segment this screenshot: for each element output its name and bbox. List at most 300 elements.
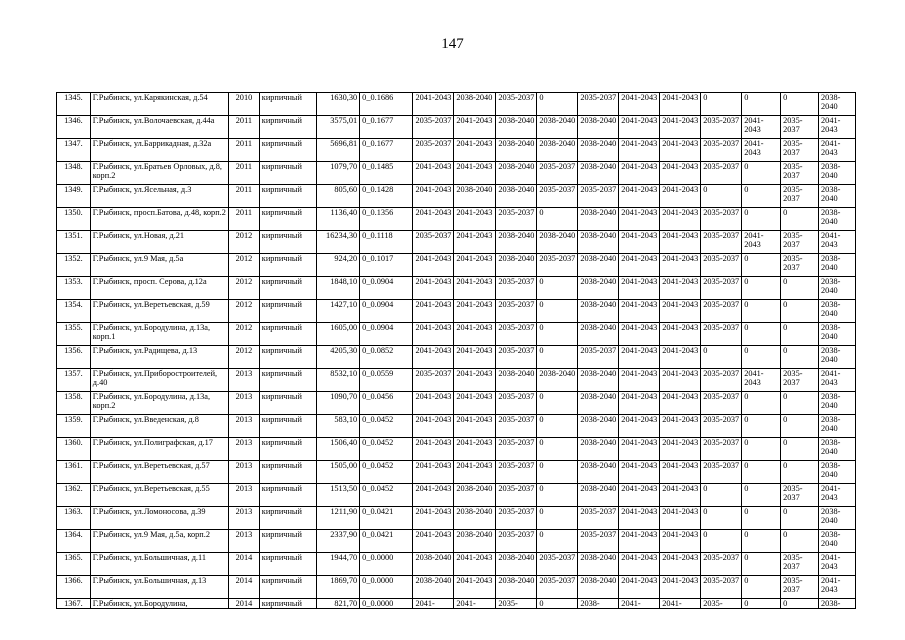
material-cell: кирпичный xyxy=(259,116,316,139)
table-row xyxy=(57,93,856,116)
period-cell-7: 2041-2043 xyxy=(660,576,701,599)
period-cell-4: 0 xyxy=(537,461,578,484)
period-cell-8: 0 xyxy=(701,185,742,208)
period-cell-3: 2038-2040 xyxy=(496,162,537,185)
period-cell-8: 2035-2037 xyxy=(701,576,742,599)
area-cell: 8532,10 xyxy=(317,369,360,392)
period-cell-10: 0 xyxy=(781,392,819,415)
period-cell-3: 2038-2040 xyxy=(496,139,537,162)
row-number-cell: 1348. xyxy=(57,162,91,185)
table-row xyxy=(57,116,856,139)
period-cell-10: 0 xyxy=(781,438,819,461)
period-cell-4: 0 xyxy=(537,93,578,116)
period-cell-1: 2041-2043 xyxy=(413,208,454,231)
period-cell-6: 2041-2043 xyxy=(619,277,660,300)
address-cell: Г.Рыбинск, ул.Введенская, д.8 xyxy=(90,415,228,438)
period-cell-9: 2041-2043 xyxy=(742,231,781,254)
area-cell: 1848,10 xyxy=(317,277,360,300)
period-cell-11: 2038-2040 xyxy=(819,277,856,300)
area-cell: 3575,01 xyxy=(317,116,360,139)
period-cell-6: 2041-2043 xyxy=(619,300,660,323)
period-cell-6: 2041-2043 xyxy=(619,162,660,185)
period-cell-5: 2038-2040 xyxy=(578,139,619,162)
index-cell: 0_0.0456 xyxy=(360,392,413,415)
period-cell-1: 2041-2043 xyxy=(413,346,454,369)
period-cell-3: 2035-2037 xyxy=(496,438,537,461)
period-cell-1: 2035-2037 xyxy=(413,231,454,254)
period-cell-11: 2038-2040 xyxy=(819,438,856,461)
period-cell-3: 2035- xyxy=(496,599,537,609)
period-cell-10: 2035-2037 xyxy=(781,185,819,208)
period-cell-1: 2041-2043 xyxy=(413,300,454,323)
period-cell-2: 2041-2043 xyxy=(454,254,496,277)
material-cell: кирпичный xyxy=(259,277,316,300)
material-cell: кирпичный xyxy=(259,461,316,484)
period-cell-5: 2038-2040 xyxy=(578,231,619,254)
material-cell: кирпичный xyxy=(259,438,316,461)
period-cell-6: 2041-2043 xyxy=(619,415,660,438)
index-cell: 0_0.1485 xyxy=(360,162,413,185)
address-cell: Г.Рыбинск, ул.Бородулина, д.13а, корп.1 xyxy=(90,323,228,346)
period-cell-7: 2041-2043 xyxy=(660,415,701,438)
area-cell: 1944,70 xyxy=(317,553,360,576)
period-cell-2: 2041-2043 xyxy=(454,277,496,300)
period-cell-6: 2041-2043 xyxy=(619,323,660,346)
period-cell-9: 0 xyxy=(742,277,781,300)
row-number-cell: 1347. xyxy=(57,139,91,162)
material-cell: кирпичный xyxy=(259,599,316,609)
period-cell-3: 2038-2040 xyxy=(496,254,537,277)
period-cell-5: 2038-2040 xyxy=(578,208,619,231)
period-cell-10: 0 xyxy=(781,346,819,369)
period-cell-7: 2041-2043 xyxy=(660,507,701,530)
year-cell: 2012 xyxy=(229,346,260,369)
period-cell-2: 2041-2043 xyxy=(454,208,496,231)
table-row xyxy=(57,415,856,438)
period-cell-10: 2035-2037 xyxy=(781,231,819,254)
table-row xyxy=(57,323,856,346)
year-cell: 2013 xyxy=(229,369,260,392)
period-cell-11: 2038-2040 xyxy=(819,208,856,231)
period-cell-10: 0 xyxy=(781,507,819,530)
period-cell-7: 2041-2043 xyxy=(660,461,701,484)
period-cell-11: 2038-2040 xyxy=(819,185,856,208)
material-cell: кирпичный xyxy=(259,254,316,277)
period-cell-1: 2041-2043 xyxy=(413,392,454,415)
row-number-cell: 1362. xyxy=(57,484,91,507)
material-cell: кирпичный xyxy=(259,392,316,415)
period-cell-8: 2035-2037 xyxy=(701,438,742,461)
material-cell: кирпичный xyxy=(259,530,316,553)
address-cell: Г.Рыбинск, ул.Веретьевская, д.55 xyxy=(90,484,228,507)
period-cell-10: 2035-2037 xyxy=(781,484,819,507)
period-cell-4: 0 xyxy=(537,300,578,323)
period-cell-10: 0 xyxy=(781,530,819,553)
period-cell-3: 2035-2037 xyxy=(496,392,537,415)
period-cell-9: 0 xyxy=(742,507,781,530)
period-cell-3: 2035-2037 xyxy=(496,415,537,438)
period-cell-7: 2041-2043 xyxy=(660,438,701,461)
address-cell: Г.Рыбинск, ул.Приборостроителей, д.40 xyxy=(90,369,228,392)
year-cell: 2013 xyxy=(229,461,260,484)
index-cell: 0_0.1677 xyxy=(360,139,413,162)
period-cell-5: 2038-2040 xyxy=(578,300,619,323)
period-cell-2: 2038-2040 xyxy=(454,185,496,208)
period-cell-4: 0 xyxy=(537,415,578,438)
period-cell-2: 2041-2043 xyxy=(454,139,496,162)
address-cell: Г.Рыбинск, ул.Братьев Орловых, д.8, корп.2 xyxy=(90,162,228,185)
period-cell-8: 2035-2037 xyxy=(701,231,742,254)
period-cell-4: 2035-2037 xyxy=(537,254,578,277)
table-row xyxy=(57,300,856,323)
period-cell-2: 2041-2043 xyxy=(454,300,496,323)
address-cell: Г.Рыбинск, ул.Ясельная, д.3 xyxy=(90,185,228,208)
table-row xyxy=(57,484,856,507)
period-cell-2: 2041-2043 xyxy=(454,461,496,484)
index-cell: 0_0.1356 xyxy=(360,208,413,231)
period-cell-2: 2038-2040 xyxy=(454,93,496,116)
address-cell: Г.Рыбинск, ул.Ломоносова, д.39 xyxy=(90,507,228,530)
period-cell-9: 0 xyxy=(742,484,781,507)
index-cell: 0_0.0000 xyxy=(360,599,413,609)
area-cell: 4205,30 xyxy=(317,346,360,369)
period-cell-9: 0 xyxy=(742,254,781,277)
period-cell-11: 2038-2040 xyxy=(819,346,856,369)
period-cell-11: 2038-2040 xyxy=(819,392,856,415)
period-cell-1: 2041-2043 xyxy=(413,93,454,116)
material-cell: кирпичный xyxy=(259,231,316,254)
period-cell-2: 2041-2043 xyxy=(454,438,496,461)
table-row xyxy=(57,392,856,415)
period-cell-4: 0 xyxy=(537,507,578,530)
period-cell-10: 0 xyxy=(781,323,819,346)
area-cell: 1505,00 xyxy=(317,461,360,484)
row-number-cell: 1357. xyxy=(57,369,91,392)
period-cell-6: 2041-2043 xyxy=(619,254,660,277)
row-number-cell: 1355. xyxy=(57,323,91,346)
period-cell-3: 2035-2037 xyxy=(496,93,537,116)
period-cell-2: 2038-2040 xyxy=(454,484,496,507)
period-cell-11: 2041-2043 xyxy=(819,116,856,139)
period-cell-7: 2041-2043 xyxy=(660,392,701,415)
area-cell: 1211,90 xyxy=(317,507,360,530)
period-cell-3: 2038-2040 xyxy=(496,116,537,139)
period-cell-2: 2041-2043 xyxy=(454,553,496,576)
period-cell-7: 2041-2043 xyxy=(660,185,701,208)
period-cell-9: 0 xyxy=(742,162,781,185)
material-cell: кирпичный xyxy=(259,507,316,530)
period-cell-6: 2041-2043 xyxy=(619,553,660,576)
address-cell: Г.Рыбинск, просп.Батова, д.48, корп.2 xyxy=(90,208,228,231)
year-cell: 2014 xyxy=(229,553,260,576)
period-cell-2: 2041- xyxy=(454,599,496,609)
index-cell: 0_0.1017 xyxy=(360,254,413,277)
period-cell-6: 2041-2043 xyxy=(619,139,660,162)
period-cell-5: 2038- xyxy=(578,599,619,609)
period-cell-8: 2035-2037 xyxy=(701,139,742,162)
material-cell: кирпичный xyxy=(259,484,316,507)
material-cell: кирпичный xyxy=(259,323,316,346)
period-cell-9: 0 xyxy=(742,438,781,461)
period-cell-2: 2041-2043 xyxy=(454,392,496,415)
table-row xyxy=(57,139,856,162)
period-cell-10: 0 xyxy=(781,599,819,609)
period-cell-5: 2038-2040 xyxy=(578,277,619,300)
period-cell-1: 2041-2043 xyxy=(413,277,454,300)
year-cell: 2012 xyxy=(229,277,260,300)
row-number-cell: 1350. xyxy=(57,208,91,231)
period-cell-11: 2038-2040 xyxy=(819,461,856,484)
period-cell-1: 2041-2043 xyxy=(413,254,454,277)
address-cell: Г.Рыбинск, просп. Серова, д.12а xyxy=(90,277,228,300)
table-row xyxy=(57,530,856,553)
period-cell-5: 2038-2040 xyxy=(578,576,619,599)
period-cell-7: 2041-2043 xyxy=(660,530,701,553)
period-cell-4: 0 xyxy=(537,599,578,609)
period-cell-2: 2041-2043 xyxy=(454,323,496,346)
address-cell: Г.Рыбинск, ул.Карякинская, д.54 xyxy=(90,93,228,116)
index-cell: 0_0.0852 xyxy=(360,346,413,369)
period-cell-7: 2041-2043 xyxy=(660,93,701,116)
period-cell-3: 2038-2040 xyxy=(496,369,537,392)
address-cell: Г.Рыбинск, ул.Веретьевская, д.57 xyxy=(90,461,228,484)
period-cell-8: 2035-2037 xyxy=(701,415,742,438)
row-number-cell: 1353. xyxy=(57,277,91,300)
material-cell: кирпичный xyxy=(259,553,316,576)
period-cell-5: 2038-2040 xyxy=(578,323,619,346)
period-cell-3: 2038-2040 xyxy=(496,231,537,254)
period-cell-8: 2035-2037 xyxy=(701,300,742,323)
table-row xyxy=(57,346,856,369)
index-cell: 0_0.0452 xyxy=(360,438,413,461)
row-number-cell: 1346. xyxy=(57,116,91,139)
year-cell: 2011 xyxy=(229,139,260,162)
row-number-cell: 1364. xyxy=(57,530,91,553)
period-cell-8: 2035-2037 xyxy=(701,254,742,277)
period-cell-1: 2041-2043 xyxy=(413,323,454,346)
period-cell-4: 0 xyxy=(537,484,578,507)
period-cell-4: 2035-2037 xyxy=(537,185,578,208)
period-cell-3: 2035-2037 xyxy=(496,507,537,530)
period-cell-10: 2035-2037 xyxy=(781,162,819,185)
period-cell-9: 0 xyxy=(742,599,781,609)
row-number-cell: 1359. xyxy=(57,415,91,438)
period-cell-1: 2038-2040 xyxy=(413,576,454,599)
period-cell-11: 2038-2040 xyxy=(819,300,856,323)
year-cell: 2010 xyxy=(229,93,260,116)
row-number-cell: 1366. xyxy=(57,576,91,599)
period-cell-10: 2035-2037 xyxy=(781,369,819,392)
address-cell: Г.Рыбинск, ул.Баррикадная, д.32а xyxy=(90,139,228,162)
period-cell-8: 0 xyxy=(701,93,742,116)
year-cell: 2012 xyxy=(229,300,260,323)
table-row xyxy=(57,369,856,392)
period-cell-7: 2041- xyxy=(660,599,701,609)
period-cell-9: 2041-2043 xyxy=(742,139,781,162)
period-cell-6: 2041-2043 xyxy=(619,530,660,553)
area-cell: 1513,50 xyxy=(317,484,360,507)
period-cell-5: 2038-2040 xyxy=(578,484,619,507)
index-cell: 0_0.0904 xyxy=(360,277,413,300)
period-cell-7: 2041-2043 xyxy=(660,139,701,162)
year-cell: 2012 xyxy=(229,323,260,346)
table-row xyxy=(57,254,856,277)
period-cell-10: 2035-2037 xyxy=(781,139,819,162)
period-cell-7: 2041-2043 xyxy=(660,162,701,185)
row-number-cell: 1363. xyxy=(57,507,91,530)
period-cell-10: 0 xyxy=(781,461,819,484)
period-cell-7: 2041-2043 xyxy=(660,116,701,139)
row-number-cell: 1352. xyxy=(57,254,91,277)
period-cell-8: 2035-2037 xyxy=(701,208,742,231)
material-cell: кирпичный xyxy=(259,93,316,116)
index-cell: 0_0.0000 xyxy=(360,576,413,599)
material-cell: кирпичный xyxy=(259,300,316,323)
period-cell-10: 0 xyxy=(781,277,819,300)
period-cell-6: 2041-2043 xyxy=(619,576,660,599)
period-cell-5: 2035-2037 xyxy=(578,530,619,553)
index-cell: 0_0.0559 xyxy=(360,369,413,392)
period-cell-9: 0 xyxy=(742,530,781,553)
area-cell: 2337,90 xyxy=(317,530,360,553)
period-cell-5: 2038-2040 xyxy=(578,415,619,438)
period-cell-5: 2038-2040 xyxy=(578,369,619,392)
period-cell-3: 2035-2037 xyxy=(496,530,537,553)
period-cell-6: 2041-2043 xyxy=(619,93,660,116)
period-cell-11: 2041-2043 xyxy=(819,576,856,599)
period-cell-1: 2041-2043 xyxy=(413,162,454,185)
material-cell: кирпичный xyxy=(259,346,316,369)
index-cell: 0_0.0452 xyxy=(360,461,413,484)
period-cell-5: 2038-2040 xyxy=(578,162,619,185)
period-cell-5: 2038-2040 xyxy=(578,116,619,139)
table-row xyxy=(57,208,856,231)
period-cell-2: 2038-2040 xyxy=(454,507,496,530)
table-row xyxy=(57,507,856,530)
period-cell-9: 0 xyxy=(742,576,781,599)
period-cell-6: 2041-2043 xyxy=(619,231,660,254)
period-cell-7: 2041-2043 xyxy=(660,277,701,300)
period-cell-11: 2038-2040 xyxy=(819,530,856,553)
period-cell-6: 2041-2043 xyxy=(619,461,660,484)
period-cell-6: 2041-2043 xyxy=(619,484,660,507)
table-row xyxy=(57,553,856,576)
period-cell-4: 0 xyxy=(537,208,578,231)
period-cell-4: 2035-2037 xyxy=(537,553,578,576)
address-cell: Г.Рыбинск, ул.9 Мая, д.5а, корп.2 xyxy=(90,530,228,553)
period-cell-11: 2041-2043 xyxy=(819,231,856,254)
row-number-cell: 1365. xyxy=(57,553,91,576)
year-cell: 2011 xyxy=(229,116,260,139)
period-cell-10: 2035-2037 xyxy=(781,576,819,599)
area-cell: 1090,70 xyxy=(317,392,360,415)
period-cell-4: 2038-2040 xyxy=(537,139,578,162)
period-cell-11: 2041-2043 xyxy=(819,369,856,392)
row-number-cell: 1354. xyxy=(57,300,91,323)
period-cell-5: 2035-2037 xyxy=(578,93,619,116)
period-cell-11: 2041-2043 xyxy=(819,139,856,162)
period-cell-10: 2035-2037 xyxy=(781,116,819,139)
year-cell: 2013 xyxy=(229,392,260,415)
table-row xyxy=(57,277,856,300)
area-cell: 16234,30 xyxy=(317,231,360,254)
index-cell: 0_0.1677 xyxy=(360,116,413,139)
period-cell-4: 2035-2037 xyxy=(537,162,578,185)
period-cell-9: 0 xyxy=(742,415,781,438)
year-cell: 2013 xyxy=(229,438,260,461)
period-cell-4: 0 xyxy=(537,323,578,346)
index-cell: 0_0.1118 xyxy=(360,231,413,254)
period-cell-6: 2041-2043 xyxy=(619,346,660,369)
period-cell-8: 2035- xyxy=(701,599,742,609)
period-cell-1: 2041- xyxy=(413,599,454,609)
period-cell-6: 2041-2043 xyxy=(619,507,660,530)
address-cell: Г.Рыбинск, ул.Новая, д.21 xyxy=(90,231,228,254)
period-cell-9: 0 xyxy=(742,553,781,576)
period-cell-9: 0 xyxy=(742,185,781,208)
index-cell: 0_0.0421 xyxy=(360,507,413,530)
period-cell-1: 2041-2043 xyxy=(413,438,454,461)
area-cell: 821,70 xyxy=(317,599,360,609)
period-cell-8: 0 xyxy=(701,484,742,507)
period-cell-3: 2038-2040 xyxy=(496,553,537,576)
index-cell: 0_0.0904 xyxy=(360,323,413,346)
period-cell-1: 2035-2037 xyxy=(413,369,454,392)
period-cell-3: 2035-2037 xyxy=(496,346,537,369)
period-cell-11: 2038-2040 xyxy=(819,507,856,530)
period-cell-8: 2035-2037 xyxy=(701,277,742,300)
address-cell: Г.Рыбинск, ул.Бородулина, xyxy=(90,599,228,609)
area-cell: 1869,70 xyxy=(317,576,360,599)
period-cell-8: 2035-2037 xyxy=(701,553,742,576)
period-cell-5: 2038-2040 xyxy=(578,392,619,415)
period-cell-11: 2041-2043 xyxy=(819,553,856,576)
period-cell-6: 2041-2043 xyxy=(619,116,660,139)
index-cell: 0_0.1686 xyxy=(360,93,413,116)
year-cell: 2012 xyxy=(229,231,260,254)
period-cell-10: 0 xyxy=(781,208,819,231)
period-cell-5: 2038-2040 xyxy=(578,553,619,576)
period-cell-8: 0 xyxy=(701,346,742,369)
period-cell-1: 2041-2043 xyxy=(413,507,454,530)
period-cell-8: 0 xyxy=(701,530,742,553)
period-cell-5: 2038-2040 xyxy=(578,438,619,461)
period-cell-8: 2035-2037 xyxy=(701,392,742,415)
period-cell-9: 0 xyxy=(742,323,781,346)
material-cell: кирпичный xyxy=(259,415,316,438)
period-cell-3: 2035-2037 xyxy=(496,484,537,507)
period-cell-8: 2035-2037 xyxy=(701,116,742,139)
period-cell-1: 2035-2037 xyxy=(413,139,454,162)
period-cell-1: 2041-2043 xyxy=(413,530,454,553)
address-cell: Г.Рыбинск, ул.Веретьевская, д.59 xyxy=(90,300,228,323)
period-cell-2: 2041-2043 xyxy=(454,116,496,139)
year-cell: 2011 xyxy=(229,185,260,208)
row-number-cell: 1351. xyxy=(57,231,91,254)
period-cell-11: 2038-2040 xyxy=(819,162,856,185)
period-cell-7: 2041-2043 xyxy=(660,346,701,369)
period-cell-1: 2041-2043 xyxy=(413,415,454,438)
period-cell-4: 2038-2040 xyxy=(537,369,578,392)
material-cell: кирпичный xyxy=(259,208,316,231)
period-cell-7: 2041-2043 xyxy=(660,369,701,392)
table-row xyxy=(57,438,856,461)
year-cell: 2014 xyxy=(229,576,260,599)
row-number-cell: 1356. xyxy=(57,346,91,369)
year-cell: 2013 xyxy=(229,415,260,438)
period-cell-1: 2038-2040 xyxy=(413,553,454,576)
address-cell: Г.Рыбинск, ул.Радищева, д.13 xyxy=(90,346,228,369)
